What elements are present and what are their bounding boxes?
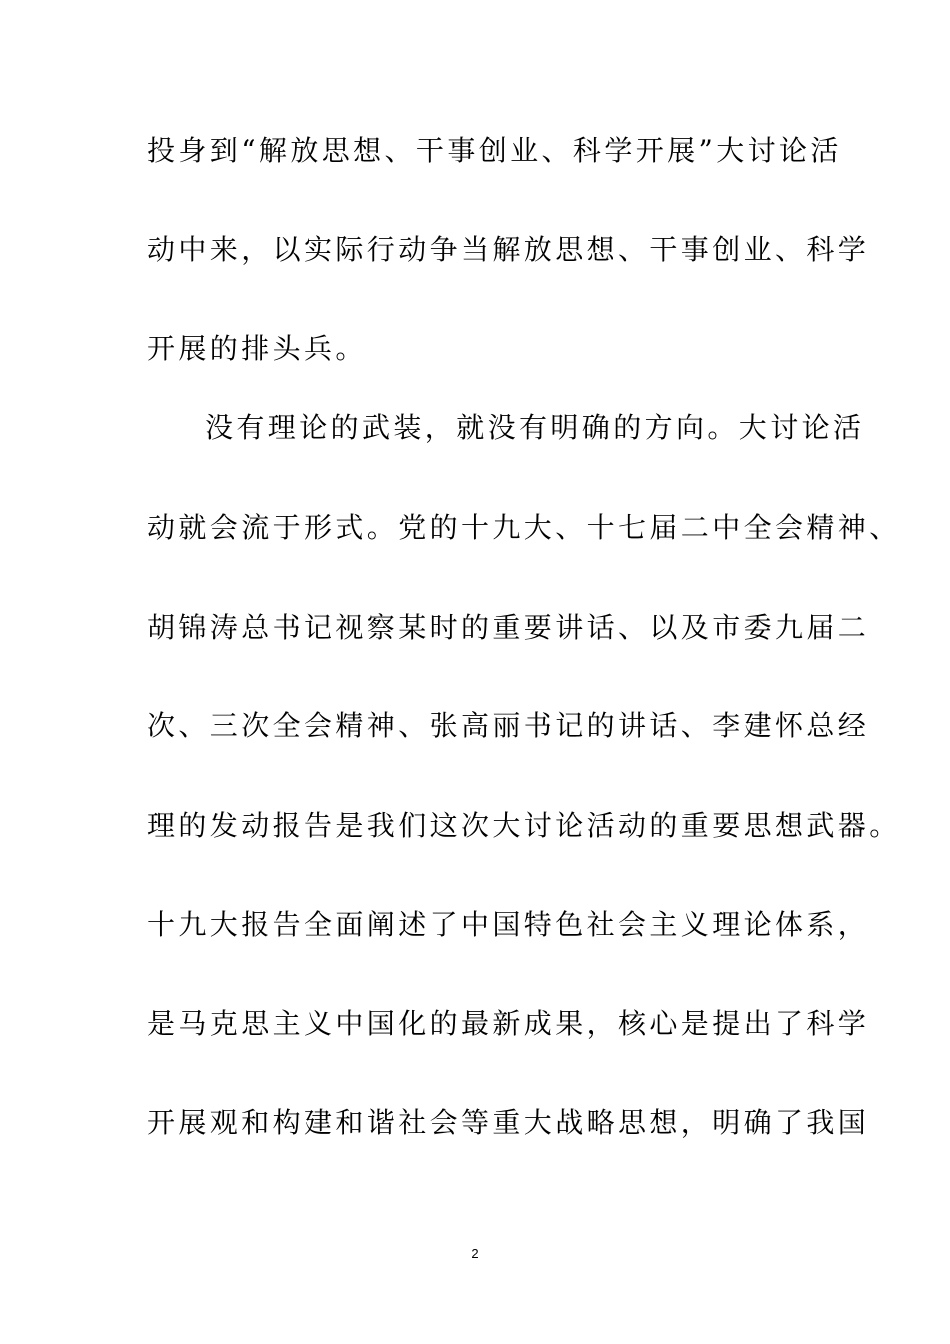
text-line-8: 理的发动报告是我们这次大讨论活动的重要思想武器。 <box>147 809 901 842</box>
page-number: 2 <box>471 1246 479 1261</box>
text-line-10: 是马克思主义中国化的最新成果，核心是提出了科学 <box>147 1007 870 1040</box>
text-line-1: 投身到“解放思想、干事创业、科学开展”大讨论活 <box>147 134 842 167</box>
text-line-6: 胡锦涛总书记视察某时的重要讲话、以及市委九届二 <box>147 611 870 644</box>
text-line-7: 次、三次全会精神、张高丽书记的讲话、李建怀总经 <box>147 709 870 742</box>
text-line-4: 没有理论的武装，就没有明确的方向。大讨论活 <box>205 411 865 444</box>
text-line-5: 动就会流于形式。党的十九大、十七届二中全会精神、 <box>147 511 901 544</box>
text-line-3: 开展的排头兵。 <box>147 332 367 365</box>
text-line-11: 开展观和构建和谐社会等重大战略思想，明确了我国 <box>147 1106 870 1139</box>
text-line-2: 动中来，以实际行动争当解放思想、干事创业、科学 <box>147 233 870 266</box>
text-line-9: 十九大报告全面阐述了中国特色社会主义理论体系， <box>147 908 870 941</box>
